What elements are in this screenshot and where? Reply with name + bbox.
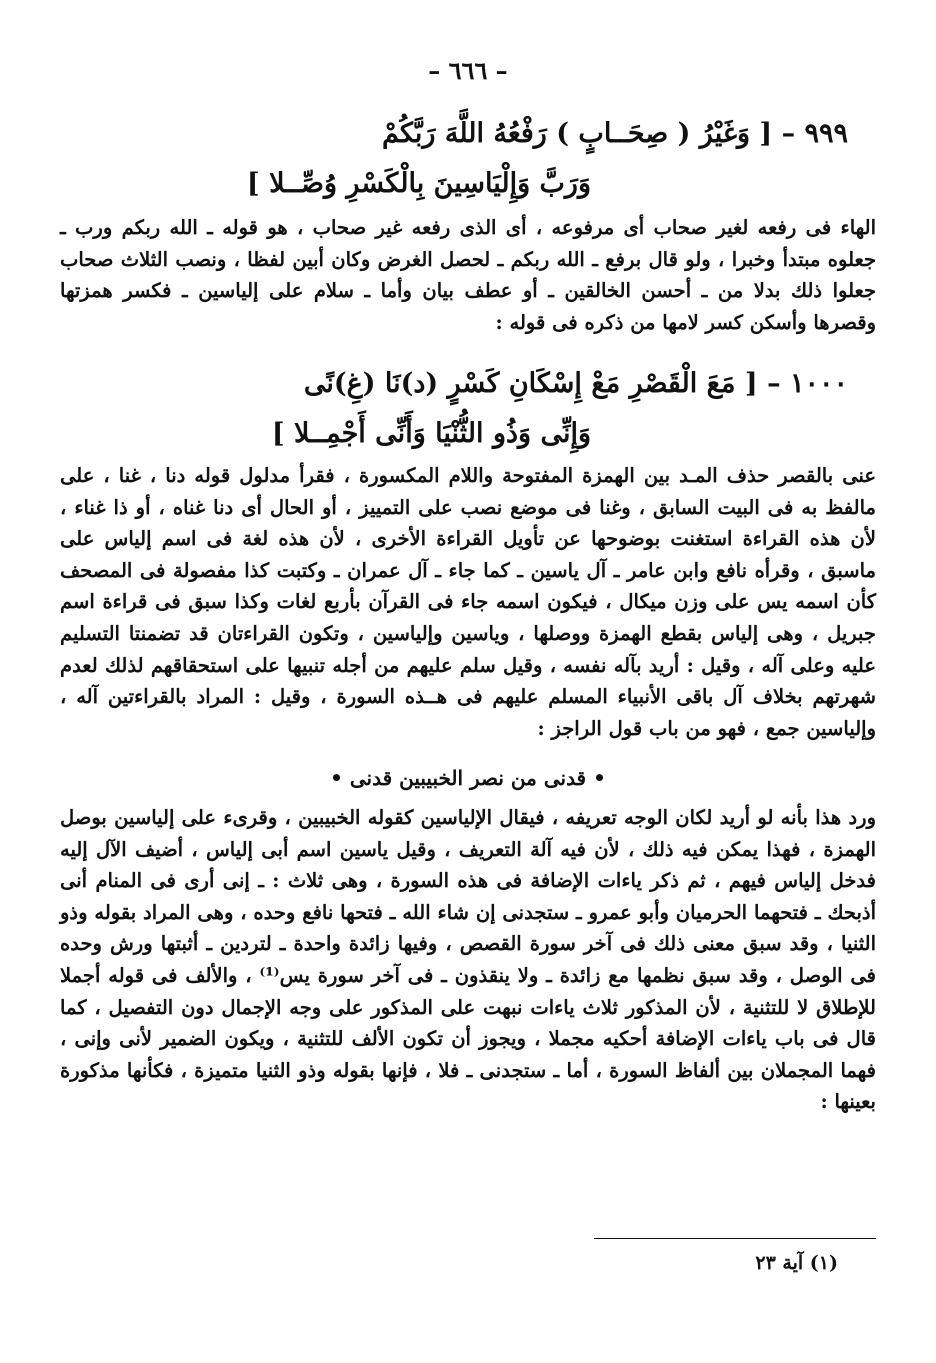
verse-999-line-1: ٩٩٩ – [ وَغَيْرُ ( صِحَــابٍ ) رَفْعُهُ اللَّهَ رَبَّكُمْ xyxy=(382,118,848,149)
verse-1000-line-2: وَإِنِّى وَذُو الثُّنْيَا وَأَنِّى أَجْمِــلا ] xyxy=(271,418,591,449)
verse-1000-line-1: ١٠٠٠ – [ مَعَ الْقَصْرِ مَعْ إِسْكَانِ كَسْرٍ (د)نَا (غِ)نًى xyxy=(303,368,848,399)
footnote: (١) آية ٢٣ xyxy=(755,1252,838,1274)
footnote-divider xyxy=(594,1238,876,1239)
page-number: – ٦٦٦ – xyxy=(428,56,508,85)
verse-999-line-2: وَرَبَّ وَإِلْيَاسِينَ بِالْكَسْرِ وُصِّــلا ] xyxy=(246,168,591,199)
commentary-999: الهاء فى رفعه لغير صحاب أى مرفوعه ، أى الذى رفعه غير صحاب ، هو قوله ـ الله ربكم ورب ـ جعلوه مبتدأ وخبرا ، ولو قال برفع ـ الله ربكم ـ لحصل الغرض وكان أبين لفظا ، ونصب الثلاث صحاب جعلوا ذلك بدلا من ـ أحسن الخالقين ـ أو عطف بيان وأما ـ سلام على إلياسين ـ فكسر همزتها وقصرها وأسكن كسر لامها من ذكره فى قوله : xyxy=(60,216,876,334)
commentary-final: ورد هذا بأنه لو أريد لكان الوجه تعريفه ، فيقال الإلياسين كقوله الخبيبين ، وقرىء على إلياسين بوصل الهمزة ، فهذا يمكن فيه ذلك ، لأن فيه آلة التعريف ، وقيل ياسين اسم أبى إلياس ، أضيف الآل إليه فدخل إلياس فيهم ، ثم ذكر ياءات الإضافة فى هذه السورة ، وهى ثلاث : ـ إنى أرى فى المنام أنى أذبحك ـ فتحهما الحرميان وأبو عمرو ـ ستجدنى إن شاء الله ـ فتحها نافع وحده ، وهى المراد بقوله وذو الثنيا ، وقد سبق معنى ذلك فى آخر سورة القصص ، وفيها زائدة واحدة ـ لتردين ـ أثبتها ورش وحده فى الوصل ، وقد سبق نظمها مع زائدة ـ ولا ينقذون ـ فى آخر سورة يس⁽¹⁾ ، والألف فى قوله أجملا للإطلاق لا للتثنية ، لأن المذكور ثلاث ياءات نبهت على المذكور على وجه الإجمال دون التفصيل ، كما قال فى باب ياءات الإضافة أحكيه مجملا ، ويجوز أن تكون الألف للتثنية ، ويكون الضمير لأنى وإنى ، فهما المجملان بين ألفاظ السورة ، أما ـ ستجدنى ـ فلا ، فإنها بقوله وذو الثنيا متميزة ، فكأنها مذكورة بعينها : xyxy=(60,806,876,1114)
quoted-verse: • قدنى من نصر الخبيبين قدنى • xyxy=(330,766,606,790)
commentary-1000: عنى بالقصر حذف المـد بين الهمزة المفتوحة واللام المكسورة ، فقرأ مدلول قوله دنا ، غنا ، على مالفظ به فى البيت السابق ، وغنا فى موضع نصب على التمييز ، أو الحال أى دنا غناه ، أو ذا غناء ، لأن هذه القراءة استغنت بوضوحها عن تأويل القراءة الأخرى ، لأن هذه لغة فى اسم إلياس على ماسبق ، وقرأه نافع وابن عامر ـ آل ياسين ـ كما جاء ـ آل عمران ـ وكتبت كذا مفصولة فى المصحف كأن اسمه يس على وزن ميكال ، فيكون اسمه جاء فى القرآن بأربع لغات وكذا سبق فى قراءة اسم جبريل ، وهى إلياس بقطع الهمزة ووصلها ، وياسين وإلياسين ، وتكون القراءتان قد تضمنتا التسليم عليه وعلى آله ، وقيل : أريد بآله نفسه ، وقيل سلم عليهم من أجله تنبيها على استحقاقهم لذلك لعدم شهرتهم بخلاف آل باقى الأنبياء المسلم عليهم فى هــذه السورة ، وقيل : المراد بالقراءتين آله ، وإلياسين جمع ، فهو من باب قول الراجز : xyxy=(60,464,876,740)
